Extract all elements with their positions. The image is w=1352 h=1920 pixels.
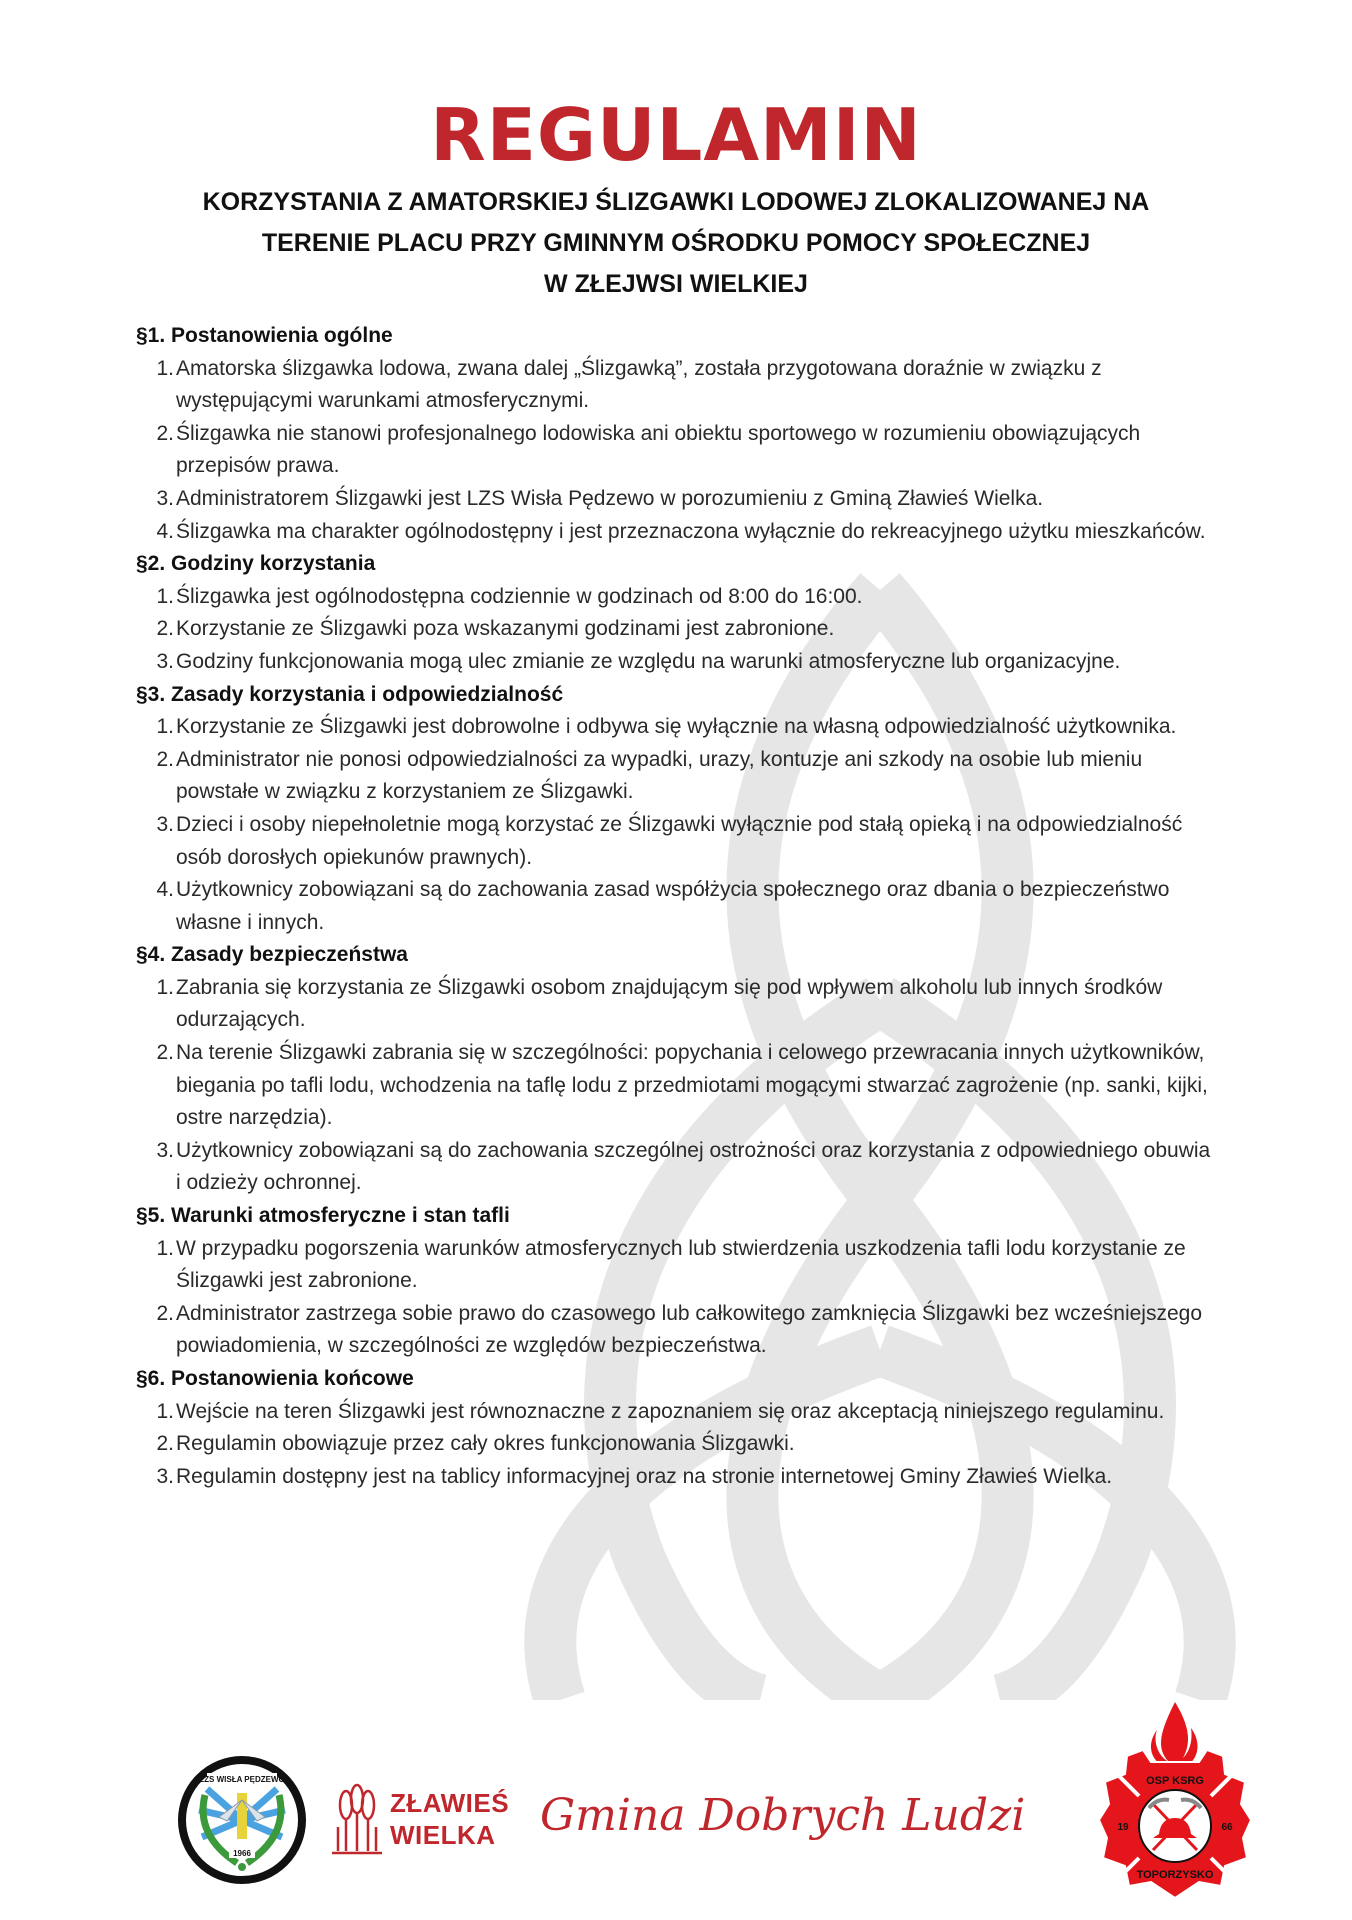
section-1 [136, 320, 1216, 548]
lzs-wisla-pedzewo-logo [177, 1755, 307, 1885]
item-number: 3. [156, 486, 174, 510]
item-text: Administrator nie ponosi odpowiedzialności za wypadki, urazy, kontuzje ani szkody na osobie lub mieniu powstałe w związku z korzystaniem ze Ślizgawki. [176, 747, 1143, 804]
section-heading: §4. Zasady bezpieczeństwa [136, 943, 408, 967]
item-number: 3. [156, 649, 174, 673]
section-heading: §6. Postanowienia końcowe [136, 1367, 414, 1390]
list-item [136, 1396, 1216, 1429]
list-item [136, 1135, 1216, 1200]
lzs-logo-year: 1966 [233, 1849, 251, 1858]
list-item [136, 483, 1216, 516]
zlawies-text-line2: WIELKA [390, 1820, 496, 1850]
footer-logos [0, 1700, 1352, 1920]
item-number: 2. [156, 421, 174, 445]
list-item [136, 516, 1216, 549]
item-text: Korzystanie ze Ślizgawki poza wskazanymi godzinami jest zabronione. [176, 617, 835, 641]
item-number: 1. [156, 1399, 174, 1423]
item-text: Użytkownicy zobowiązani są do zachowania zasad współżycia społecznego oraz dbania o bezpieczeństwo własne i innych. [176, 878, 1170, 934]
regulation-sections [136, 320, 1216, 1493]
item-text: Wejście na teren Ślizgawki jest równoznaczne z zapoznaniem się oraz akceptacją niniejszego regulaminu. [176, 1399, 1165, 1423]
item-number: 1. [156, 584, 174, 608]
item-text: Zabrania się korzystania ze Ślizgawki osobom znajdującym się pod wpływem alkoholu lub innych środków odurzających. [176, 975, 1163, 1032]
item-text: Korzystanie ze Ślizgawki jest dobrowolne i odbywa się wyłącznie na własną odpowiedzialność użytkownika. [176, 715, 1177, 739]
item-number: 1. [156, 356, 174, 380]
list-item [136, 1428, 1216, 1461]
zlawies-wielka-logo [328, 1783, 528, 1863]
list-item [136, 1298, 1216, 1363]
zlawies-text-line1: ZŁAWIEŚ [390, 1788, 510, 1818]
item-text: Administrator zastrzega sobie prawo do czasowego lub całkowitego zamknięcia Ślizgawki bez wcześniejszego powiadomienia, w szczególności ze względów bezpieczeństwa. [176, 1301, 1202, 1358]
list-item [136, 418, 1216, 483]
list-item [136, 711, 1216, 744]
list-item [136, 1233, 1216, 1298]
section-heading: §1. Postanowienia ogólne [136, 324, 393, 347]
item-number: 2. [156, 1041, 174, 1065]
item-text: Regulamin obowiązuje przez cały okres funkcjonowania Ślizgawki. [176, 1432, 795, 1456]
subtitle-line: KORZYSTANIA Z AMATORSKIEJ ŚLIZGAWKI LODOWEJ ZLOKALIZOWANEJ NA [202, 188, 1150, 216]
list-item [136, 581, 1216, 614]
item-number: 4. [156, 519, 174, 543]
list-item [136, 1461, 1216, 1494]
item-number: 3. [156, 1138, 174, 1162]
zlawies-wielka-text [390, 1787, 509, 1851]
section-4 [136, 939, 1216, 1200]
lzs-logo-name: LZS WISŁA PĘDZEWO [199, 1775, 285, 1784]
item-number: 3. [156, 1464, 174, 1488]
item-text: Ślizgawka jest ogólnodostępna codziennie w godzinach od 8:00 do 16:00. [176, 584, 863, 608]
item-text: Ślizgawka nie stanowi profesjonalnego lodowiska ani obiektu sportowego w rozumieniu obowiązujących przepisów prawa. [176, 421, 1141, 478]
item-text: Na terenie Ślizgawki zabrania się w szczególności: popychania i celowego przewracania innych użytkowników, biegania po tafli lodu, wchodzenia na taflę lodu z przedmiotami mogącymi stwarzać zagrożenie (np. sanki, kijki, ostre narzędzia). [176, 1041, 1208, 1130]
document-subtitle [0, 182, 1352, 305]
list-item [136, 972, 1216, 1037]
osp-logo-top-text: OSP KSRG [1146, 1775, 1204, 1787]
item-number: 2. [156, 747, 174, 771]
item-number: 1. [156, 975, 174, 999]
item-text: Godziny funkcjonowania mogą ulec zmianie ze względu na warunki atmosferyczne lub organizacyjne. [176, 649, 1121, 673]
item-text: Amatorska ślizgawka lodowa, zwana dalej „Ślizgawką”, została przygotowana doraźnie w związku z występującymi warunkami atmosferycznymi. [176, 356, 1102, 413]
item-text: Dzieci i osoby niepełnoletnie mogą korzystać ze Ślizgawki wyłącznie pod stałą opieką i na odpowiedzialność osób dorosłych opiekunów prawnych). [176, 812, 1183, 869]
section-2 [136, 548, 1216, 678]
item-text: W przypadku pogorszenia warunków atmosferycznych lub stwierdzenia uszkodzenia tafli lodu korzystanie ze Ślizgawki jest zabronione. [176, 1236, 1186, 1293]
item-number: 2. [156, 1432, 174, 1456]
subtitle-line: W ZŁEJWSI WIELKIEJ [544, 270, 808, 298]
list-item [136, 353, 1216, 418]
item-number: 3. [156, 812, 174, 836]
item-number: 1. [156, 1236, 174, 1260]
osp-logo-bottom-text: TOPORZYSKO [1136, 1869, 1214, 1881]
item-number: 1. [156, 715, 174, 739]
section-heading: §3. Zasady korzystania i odpowiedzialność [136, 682, 564, 706]
section-heading: §2. Godziny korzystania [136, 552, 376, 576]
section-3 [136, 679, 1216, 940]
osp-logo-year-left: 19 [1117, 1822, 1129, 1833]
item-number: 4. [156, 878, 174, 902]
item-text: Administratorem Ślizgawki jest LZS Wisła Pędzewo w porozumieniu z Gminą Zławieś Wielka. [176, 486, 1044, 510]
list-item [136, 1037, 1216, 1135]
item-text: Użytkownicy zobowiązani są do zachowania szczególnej ostrożności oraz korzystania z odpowiedniego obuwia i odzieży ochronnej. [176, 1138, 1211, 1195]
list-item [136, 809, 1216, 874]
gmina-slogan: Gmina Dobrych Ludzi [540, 1790, 1026, 1841]
section-5 [136, 1200, 1216, 1363]
section-6 [136, 1363, 1216, 1493]
list-item [136, 646, 1216, 679]
document-title: REGULAMIN [430, 93, 922, 177]
osp-logo-year-right: 66 [1221, 1822, 1233, 1833]
subtitle-line: TERENIE PLACU PRZY GMINNYM OŚRODKU POMOCY SPOŁECZNEJ [261, 229, 1091, 257]
item-number: 2. [156, 1301, 174, 1325]
item-number: 2. [156, 617, 174, 641]
list-item [136, 874, 1216, 939]
list-item [136, 613, 1216, 646]
osp-ksrg-toporzysko-logo [1095, 1700, 1255, 1900]
wheat-sheaf-icon [328, 1783, 386, 1859]
item-text: Regulamin dostępny jest na tablicy informacyjnej oraz na stronie internetowej Gminy Zławieś Wielka. [176, 1464, 1113, 1488]
item-text: Ślizgawka ma charakter ogólnodostępny i jest przeznaczona wyłącznie do rekreacyjnego użytku mieszkańców. [176, 519, 1206, 543]
section-heading: §5. Warunki atmosferyczne i stan tafli [136, 1204, 510, 1228]
list-item [136, 744, 1216, 809]
